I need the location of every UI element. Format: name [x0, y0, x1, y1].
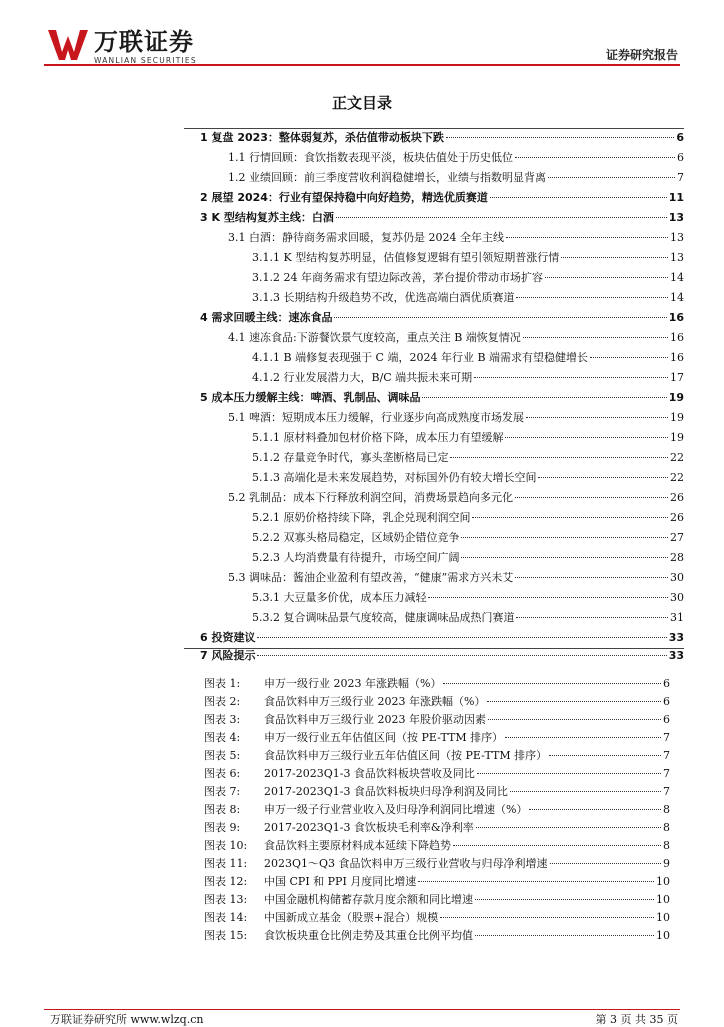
toc-entry-page: 27 [670, 531, 684, 544]
toc-entry[interactable] [252, 588, 684, 608]
toc-entry-label: 5.2.3 人均消费量有待提升，市场空间广阔 [252, 551, 460, 564]
figure-title: 2017-2023Q1-3 食品饮料板块营收及同比 [264, 767, 475, 780]
figure-page: 6 [663, 695, 670, 708]
toc-entry-page: 16 [670, 351, 684, 364]
toc-entry-page: 30 [670, 591, 684, 604]
toc-leader-dots [515, 497, 668, 498]
toc-entry[interactable] [252, 368, 684, 388]
toc-entry-label: 5.3.1 大豆量多价优，成本压力减轻 [252, 591, 427, 604]
figure-number: 图表 7: [204, 785, 241, 798]
toc-entry[interactable] [252, 548, 684, 568]
toc-entry[interactable] [252, 608, 684, 628]
figure-leader-dots [440, 917, 654, 918]
figure-leader-dots [549, 755, 661, 756]
toc-leader-dots [516, 297, 668, 298]
toc-entry-page: 30 [670, 571, 684, 584]
figure-leader-dots [476, 827, 661, 828]
toc-entry[interactable] [200, 188, 684, 208]
toc-leader-dots [538, 477, 668, 478]
figure-number: 图表 2: [204, 695, 241, 708]
toc-entry[interactable] [252, 248, 684, 268]
toc-leader-dots [257, 637, 666, 638]
figure-leader-dots [418, 881, 654, 882]
figure-entry[interactable] [204, 693, 670, 710]
figure-title: 2017-2023Q1-3 食品饮料板块归母净利润及同比 [264, 785, 508, 798]
toc-entry-page: 16 [668, 311, 684, 324]
toc-entry-label: 5.2.2 双寡头格局稳定，区域奶企错位竞争 [252, 531, 460, 544]
toc-entry[interactable] [200, 646, 684, 666]
toc-entry-label: 4.1.1 B 端修复表现强于 C 端，2024 年行业 B 端需求有望稳健增长 [252, 351, 589, 364]
toc-entry-label: 1.2 业绩回顾：前三季度营收利润稳健增长，业绩与指数明显背离 [228, 171, 546, 184]
toc-entry-label: 3.1.2 24 年商务需求有望边际改善，茅台提价带动市场扩容 [252, 271, 543, 284]
toc-entry[interactable] [228, 568, 684, 588]
figure-entry[interactable] [204, 675, 670, 692]
figure-title: 食饮板块重仓比例走势及其重仓比例平均值 [264, 929, 473, 942]
page-number: 第 3 页 共 35 页 [595, 1013, 678, 1026]
toc-entry-page: 14 [670, 271, 684, 284]
toc-entry-label: 2 展望 2024：行业有望保持稳中向好趋势，精选优质赛道 [200, 191, 488, 204]
figure-entry[interactable] [204, 801, 670, 818]
toc-leader-dots [515, 577, 668, 578]
figure-entry[interactable] [204, 783, 670, 800]
figure-page: 7 [663, 785, 670, 798]
figure-number: 图表 13: [204, 893, 248, 906]
toc-entry-label: 5.3 调味品：酱油企业盈利有望改善，“健康”需求方兴未艾 [228, 571, 514, 584]
figure-number: 图表 3: [204, 713, 241, 726]
figure-entry[interactable] [204, 873, 670, 890]
toc-entry-page: 33 [668, 649, 684, 662]
figure-number: 图表 14: [204, 911, 248, 924]
figure-page: 6 [663, 713, 670, 726]
toc-leader-dots [561, 257, 668, 258]
figure-page: 9 [663, 857, 670, 870]
toc-leader-dots [257, 655, 666, 656]
figure-leader-dots [550, 863, 661, 864]
figure-page: 8 [663, 803, 670, 816]
toc-entry-label: 3.1 白酒：静待商务需求回暖，复苏仍是 2024 全年主线 [228, 231, 504, 244]
toc-entry-page: 14 [670, 291, 684, 304]
figure-title: 食品饮料申万三级行业五年估值区间（按 PE-TTM 排序） [264, 749, 548, 762]
toc-entry-page: 17 [670, 371, 684, 384]
toc-leader-dots [515, 157, 675, 158]
figure-entry[interactable] [204, 765, 670, 782]
figure-leader-dots [488, 719, 661, 720]
brand-name-en: WANLIAN SECURITIES [94, 56, 197, 65]
toc-entry-page: 22 [670, 471, 684, 484]
toc-entry-label: 3 K 型结构复苏主线：白酒 [200, 211, 334, 224]
toc-entry[interactable] [252, 428, 684, 448]
figure-title: 申万一级行业 2023 年涨跌幅（%） [264, 677, 442, 690]
toc-entry[interactable] [228, 228, 684, 248]
toc-entry-label: 5.1 啤酒：短期成本压力缓解，行业逐步向高成熟度市场发展 [228, 411, 524, 424]
toc-entry-label: 5.1.3 高端化是未来发展趋势，对标国外仍有较大增长空间 [252, 471, 537, 484]
figure-title: 2023Q1～Q3 食品饮料申万三级行业营收与归母净利增速 [264, 857, 548, 870]
toc-entry-label: 3.1.1 K 型结构复苏明显，估值修复逻辑有望引领短期普涨行情 [252, 251, 560, 264]
figure-leader-dots [475, 935, 654, 936]
figure-title: 2017-2023Q1-3 食饮板块毛利率&净利率 [264, 821, 474, 834]
figure-page: 6 [663, 677, 670, 690]
header-divider [44, 64, 680, 66]
wanlian-logo-icon [48, 30, 88, 60]
toc-entry-page: 19 [670, 411, 684, 424]
toc-entry[interactable] [228, 148, 684, 168]
toc-entry-label: 5.2 乳制品：成本下行释放利润空间，消费场景趋向多元化 [228, 491, 513, 504]
toc-entry-label: 1.1 行情回顾：食饮指数表现平淡，板块估值处于历史低位 [228, 151, 513, 164]
figure-leader-dots [487, 701, 661, 702]
toc-entry[interactable] [200, 128, 684, 148]
figure-number: 图表 6: [204, 767, 241, 780]
figure-number: 图表 9: [204, 821, 241, 834]
figure-page: 8 [663, 821, 670, 834]
toc-leader-dots [428, 597, 668, 598]
figure-number: 图表 12: [204, 875, 248, 888]
toc-entry-label: 4 需求回暖主线：速冻食品 [200, 311, 333, 324]
toc-entry-page: 19 [670, 431, 684, 444]
toc-entry-label: 1 复盘 2023：整体弱复苏，杀估值带动板块下跌 [200, 131, 444, 144]
toc-leader-dots [505, 437, 668, 438]
figure-page: 10 [656, 893, 670, 906]
toc-entry[interactable] [252, 468, 684, 488]
brand-logo [48, 30, 197, 65]
toc-leader-dots [472, 517, 668, 518]
toc-entry[interactable] [228, 488, 684, 508]
toc-entry-label: 7 风险提示 [200, 649, 256, 662]
figure-page: 7 [663, 767, 670, 780]
toc-leader-dots [590, 357, 668, 358]
toc-leader-dots [490, 197, 667, 198]
toc-entry-page: 26 [670, 511, 684, 524]
figure-number: 图表 5: [204, 749, 241, 762]
toc-leader-dots [545, 277, 668, 278]
toc-entry-label: 5.1.2 存量竞争时代，寡头垄断格局已定 [252, 451, 449, 464]
figure-number: 图表 8: [204, 803, 241, 816]
figure-title: 中国金融机构储蓄存款月度余额和同比增速 [264, 893, 473, 906]
figure-entry[interactable] [204, 855, 670, 872]
toc-leader-dots [506, 237, 668, 238]
figure-page: 8 [663, 839, 670, 852]
toc-entry[interactable] [228, 168, 684, 188]
toc-entry-page: 13 [668, 211, 684, 224]
toc-entry-label: 5.2.1 原奶价格持续下降，乳企兑现利润空间 [252, 511, 471, 524]
toc-entry-page: 28 [670, 551, 684, 564]
toc-entry[interactable] [252, 348, 684, 368]
figure-title: 食品饮料申万三级行业 2023 年涨跌幅（%） [264, 695, 486, 708]
toc-entry-label: 6 投资建议 [200, 631, 256, 644]
toc-entry-page: 13 [670, 231, 684, 244]
toc-entry-page: 19 [668, 391, 684, 404]
figure-number: 图表 10: [204, 839, 248, 852]
figure-title: 申万一级子行业营业收入及归母净利润同比增速（%） [264, 803, 528, 816]
figure-title: 中国新成立基金（股票+混合）规模 [264, 911, 439, 924]
toc-leader-dots [450, 457, 668, 458]
figure-leader-dots [453, 845, 661, 846]
figure-entry[interactable] [204, 729, 670, 746]
toc-leader-dots [548, 177, 675, 178]
figure-entry[interactable] [204, 891, 670, 908]
figure-number: 图表 4: [204, 731, 241, 744]
toc-entry[interactable] [252, 268, 684, 288]
toc-leader-dots [516, 617, 668, 618]
figure-leader-dots [505, 737, 661, 738]
toc-entry[interactable] [200, 208, 684, 228]
toc-leader-dots [461, 537, 668, 538]
figure-page: 10 [656, 875, 670, 888]
toc-entry-page: 11 [668, 191, 684, 204]
figure-leader-dots [529, 809, 661, 810]
toc-entry[interactable] [200, 628, 684, 648]
toc-leader-dots [461, 557, 668, 558]
toc-leader-dots [526, 417, 668, 418]
brand-name-cn: 万联证券 [94, 28, 194, 56]
figure-entry[interactable] [204, 909, 670, 926]
figure-page: 7 [663, 749, 670, 762]
toc-entry[interactable] [252, 528, 684, 548]
figure-leader-dots [475, 899, 654, 900]
report-type-label: 证券研究报告 [605, 48, 678, 62]
figure-title: 申万一级行业五年估值区间（按 PE-TTM 排序） [264, 731, 504, 744]
figure-page: 10 [656, 911, 670, 924]
figure-entry[interactable] [204, 747, 670, 764]
figure-page: 10 [656, 929, 670, 942]
toc-entry-page: 26 [670, 491, 684, 504]
toc-entry-page: 33 [668, 631, 684, 644]
toc-entry[interactable] [228, 328, 684, 348]
figure-leader-dots [443, 683, 661, 684]
toc-entry[interactable] [252, 508, 684, 528]
figure-number: 图表 11: [204, 857, 248, 870]
toc-leader-dots [474, 377, 668, 378]
footer-source: 万联证券研究所 www.wlzq.cn [50, 1013, 204, 1026]
toc-entry-label: 5.3.2 复合调味品景气度较高，健康调味品成热门赛道 [252, 611, 515, 624]
toc-entry[interactable] [228, 408, 684, 428]
toc-entry-label: 4.1.2 行业发展潜力大，B/C 端共振未来可期 [252, 371, 473, 384]
toc-leader-dots [334, 317, 666, 318]
toc-leader-dots [446, 137, 674, 138]
toc-entry-page: 22 [670, 451, 684, 464]
figure-entry[interactable] [204, 837, 670, 854]
toc-entry-page: 16 [670, 331, 684, 344]
toc-entry[interactable] [200, 308, 684, 328]
footer-divider [44, 1009, 680, 1010]
toc-leader-dots [336, 217, 667, 218]
toc-entry-page: 6 [677, 151, 684, 164]
figure-entry[interactable] [204, 819, 670, 836]
figure-leader-dots [477, 773, 661, 774]
figure-title: 食品饮料申万三级行业 2023 年股价驱动因素 [264, 713, 486, 726]
figure-title: 中国 CPI 和 PPI 月度同比增速 [264, 875, 417, 888]
figure-leader-dots [510, 791, 661, 792]
page-title: 正文目录 [331, 94, 392, 112]
toc-entry-page: 13 [670, 251, 684, 264]
figure-number: 图表 1: [204, 677, 241, 690]
toc-entry-label: 5 成本压力缓解主线：啤酒、乳制品、调味品 [200, 391, 421, 404]
toc-entry-label: 4.1 速冻食品:下游餐饮景气度较高，重点关注 B 端恢复情况 [228, 331, 521, 344]
figure-title: 食品饮料主要原材料成本延续下降趋势 [264, 839, 451, 852]
toc-leader-dots [422, 397, 666, 398]
toc-entry-label: 5.1.1 原材料叠加包材价格下降，成本压力有望缓解 [252, 431, 504, 444]
toc-entry[interactable] [200, 388, 684, 408]
figure-entry[interactable] [204, 711, 670, 728]
toc-entry-page: 31 [670, 611, 684, 624]
toc-entry[interactable] [252, 288, 684, 308]
toc-leader-dots [523, 337, 668, 338]
toc-entry-page: 6 [676, 131, 684, 144]
figure-entry[interactable] [204, 927, 670, 944]
page-header [0, 0, 724, 72]
figure-page: 7 [663, 731, 670, 744]
figure-number: 图表 15: [204, 929, 248, 942]
toc-entry-page: 7 [677, 171, 684, 184]
toc-entry-label: 3.1.3 长期结构升级趋势不改，优选高端白酒优质赛道 [252, 291, 515, 304]
toc-entry[interactable] [252, 448, 684, 468]
